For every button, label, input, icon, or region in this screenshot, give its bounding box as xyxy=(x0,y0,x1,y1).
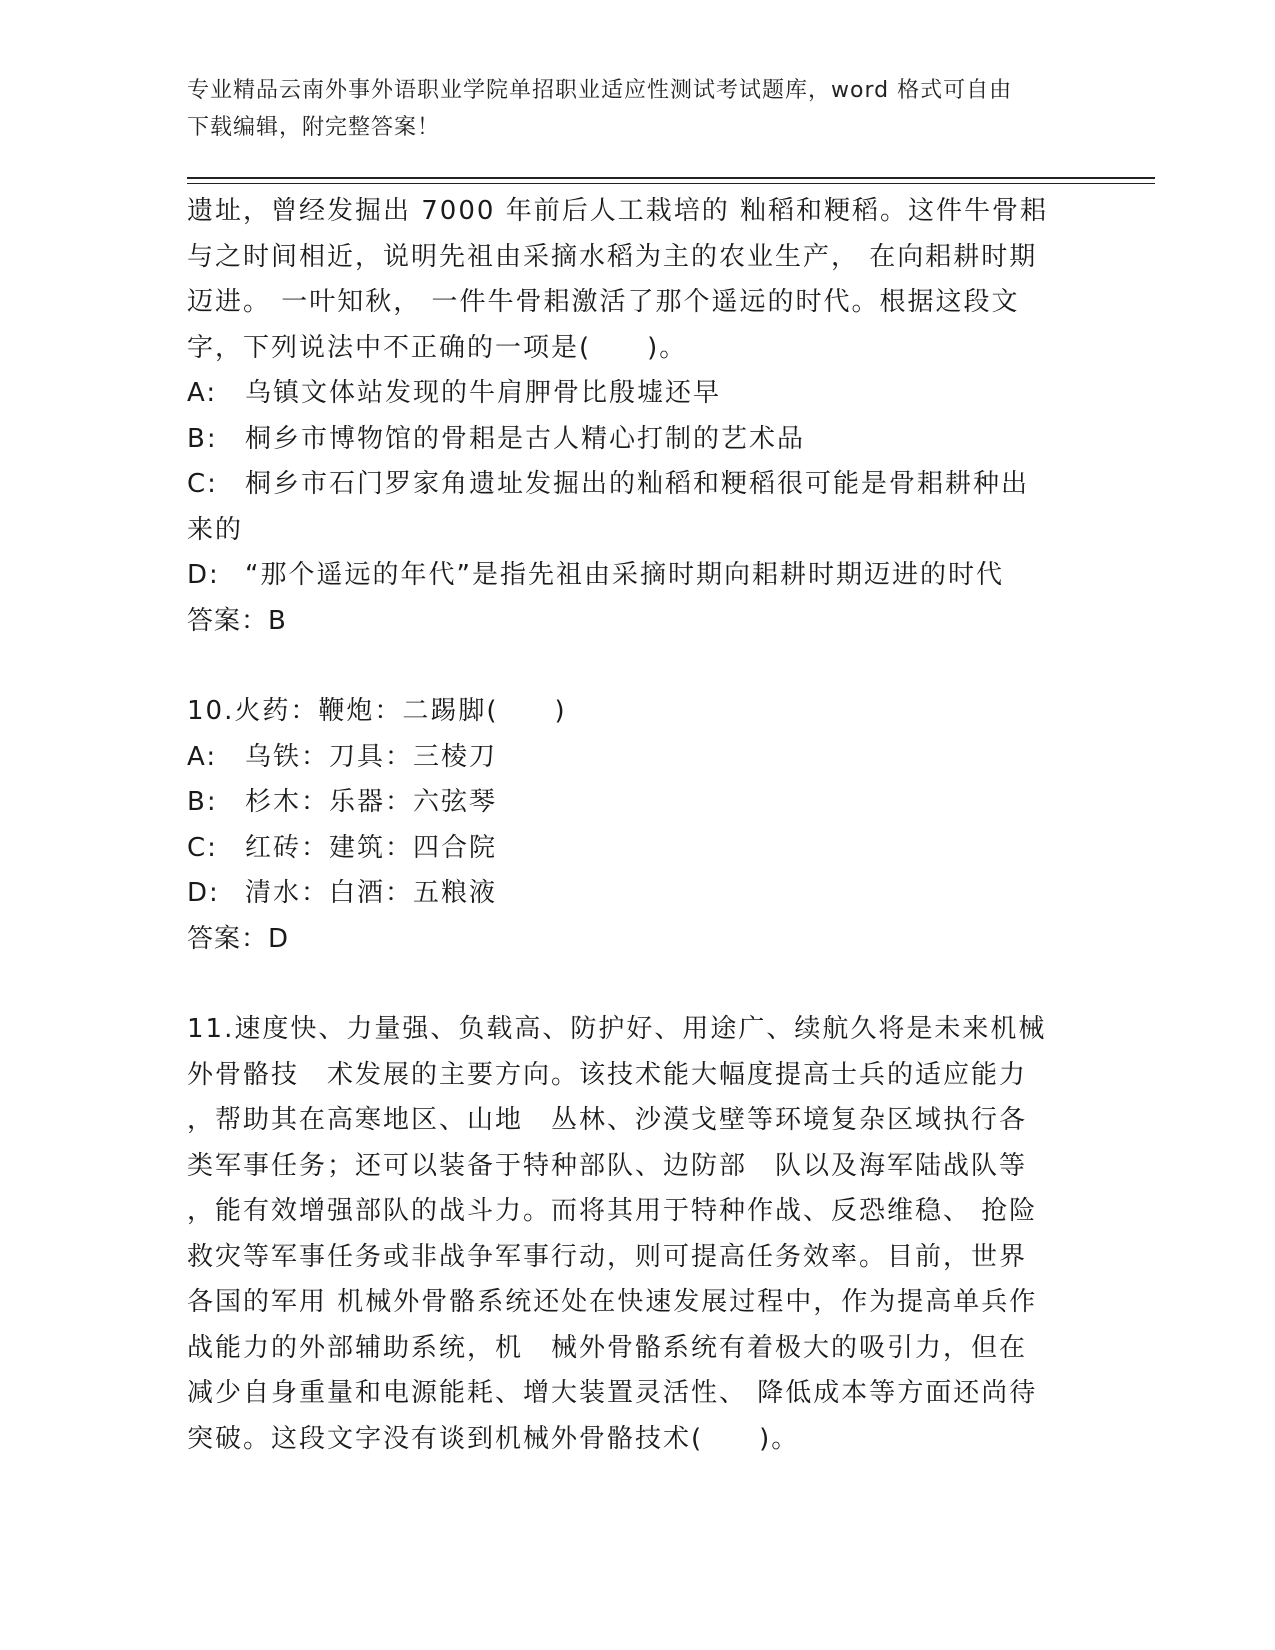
option-text: 桐乡市博物馆的骨耜是古人精心打制的艺术品 xyxy=(245,423,806,454)
question-11 xyxy=(187,1007,1087,1462)
page-header xyxy=(187,72,1067,146)
option-letter: B: xyxy=(187,787,218,817)
document-body xyxy=(187,189,1087,1462)
spacer xyxy=(187,962,1087,1007)
option-letter: A: xyxy=(187,378,218,408)
q9-text-line: 字，下列说法中不正确的一项是( )。 xyxy=(187,332,688,363)
option-text: “那个遥远的年代”是指先祖由采摘时期向耜耕时期迈进的时代 xyxy=(245,560,1004,590)
q9-text-line: 迈进。 一叶知秋， 一件牛骨耜激活了那个遥远的时代。根据这段文 xyxy=(187,287,1020,317)
q10-option-b xyxy=(187,780,1087,826)
q9-text-line: 遗址，曾经发掘出 7000 年前后人工栽培的 籼稻和粳稻。这件牛骨耜 xyxy=(187,196,1048,226)
q9-answer: 答案：B xyxy=(187,605,287,636)
option-letter: D: xyxy=(187,560,220,590)
q10-option-d xyxy=(187,871,1087,917)
option-letter: C: xyxy=(187,469,218,499)
q11-text-line: 外骨骼技 术发展的主要方向。该技术能大幅度提高士兵的适应能力 xyxy=(187,1059,1028,1090)
q11-text-line: 突破。这段文字没有谈到机械外骨骼技术( )。 xyxy=(187,1423,800,1454)
option-letter: C: xyxy=(187,832,218,863)
option-letter: D: xyxy=(187,878,220,908)
option-text: 乌镇文体站发现的牛肩胛骨比殷墟还早 xyxy=(245,378,722,408)
question-10 xyxy=(187,689,1087,962)
q9-option-c-continued xyxy=(187,508,1087,554)
q11-text-line: 战能力的外部辅助系统，机 械外骨骼系统有着极大的吸引力，但在 xyxy=(187,1332,1028,1363)
option-text: 桐乡市石门罗家角遗址发掘出的籼稻和粳稻很可能是骨耜耕种出 xyxy=(245,469,1030,499)
question-9 xyxy=(187,189,1087,644)
header-line-2: 下载编辑，附完整答案！ xyxy=(187,115,441,140)
q11-text-line: 11.速度快、力量强、负载高、防护好、用途广、续航久将是未来机械 xyxy=(187,1014,1047,1044)
q11-text-line: 各国的军用 机械外骨骼系统还处在快速发展过程中，作为提高单兵作 xyxy=(187,1287,1038,1317)
q11-text-line: 减少自身重量和电源能耗、增大装置灵活性、 降低成本等方面还尚待 xyxy=(187,1378,1038,1408)
q10-question: 10.火药：鞭炮：二踢脚( ) xyxy=(187,696,567,726)
spacer xyxy=(187,644,1087,689)
option-text: 来的 xyxy=(187,514,244,545)
q11-text-line: ，帮助其在高寒地区、山地 丛林、沙漠戈壁等环境复杂区域执行各 xyxy=(187,1105,1028,1135)
option-letter: A: xyxy=(187,741,218,772)
q9-option-d xyxy=(187,553,1087,599)
q9-option-a xyxy=(187,371,1087,417)
option-letter: B: xyxy=(187,423,218,454)
q10-answer: 答案：D xyxy=(187,923,290,954)
q9-text-line: 与之时间相近，说明先祖由采摘水稻为主的农业生产， 在向耜耕时期 xyxy=(187,241,1038,272)
option-text: 乌铁：刀具：三棱刀 xyxy=(245,741,498,772)
option-text: 清水：白酒：五粮液 xyxy=(245,878,498,908)
header-divider-thin xyxy=(187,183,1155,184)
q9-option-b xyxy=(187,417,1087,463)
q9-option-c xyxy=(187,462,1087,508)
q10-option-c xyxy=(187,826,1087,872)
q11-text-line: 类军事任务；还可以装备于特种部队、边防部 队以及海军陆战队等 xyxy=(187,1150,1028,1181)
q11-text-line: ，能有效增强部队的战斗力。而将其用于特种作战、反恐维稳、 抢险 xyxy=(187,1196,1038,1226)
header-line-1: 专业精品云南外事外语职业学院单招职业适应性测试考试题库，word 格式可自由 xyxy=(187,78,1013,103)
header-divider-thick xyxy=(187,177,1155,179)
option-text: 杉木：乐器：六弦琴 xyxy=(245,787,498,817)
q10-option-a xyxy=(187,735,1087,781)
option-text: 红砖：建筑：四合院 xyxy=(245,832,498,863)
q11-text-line: 救灾等军事任务或非战争军事行动，则可提高任务效率。目前，世界 xyxy=(187,1241,1028,1272)
